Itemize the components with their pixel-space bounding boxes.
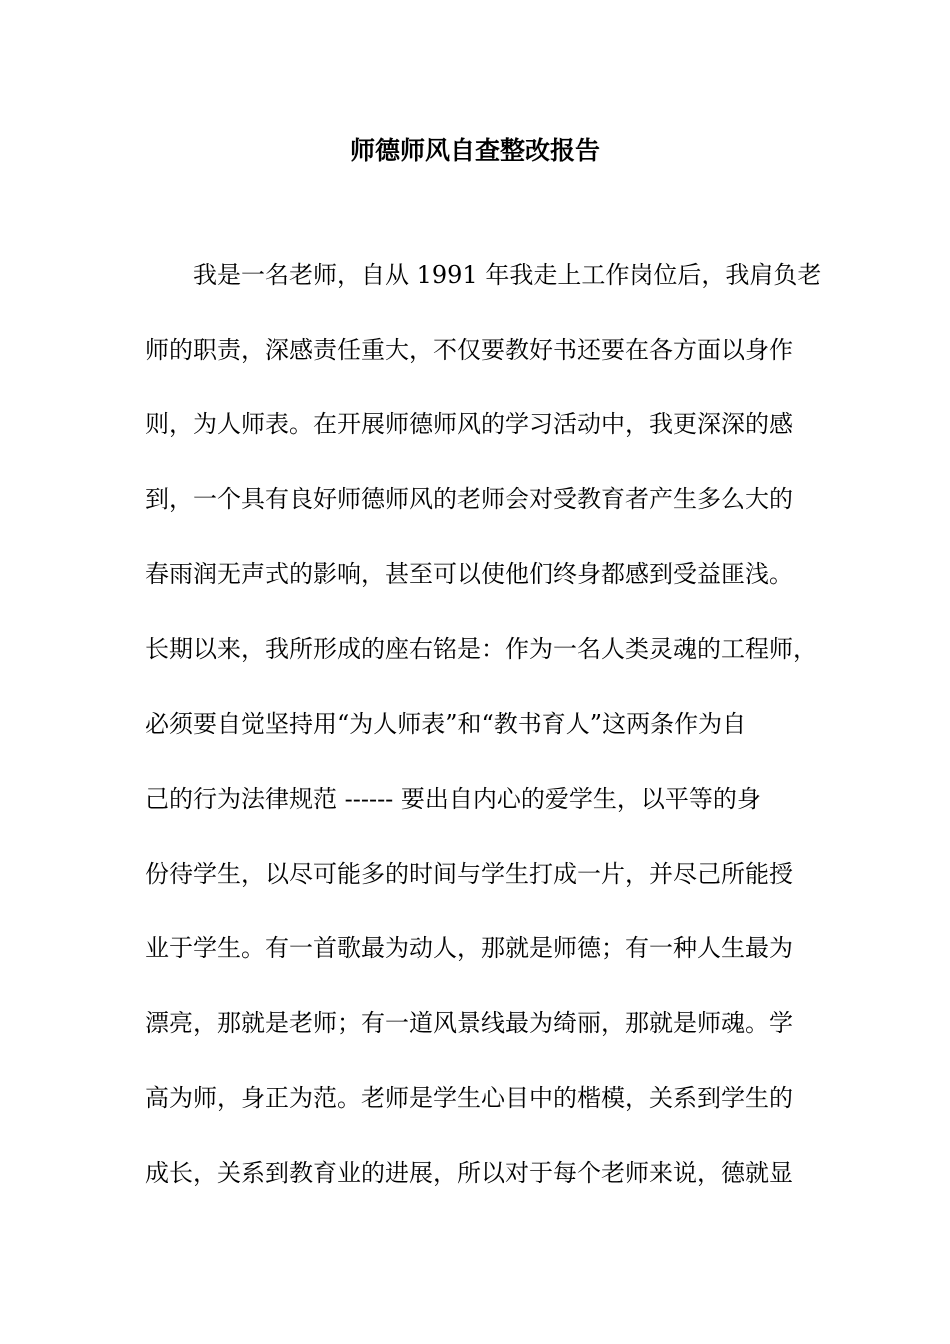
body-line-4: 到，一个具有良好师德师风的老师会对受教育者产生多么大的	[145, 485, 793, 513]
body-line-11: 漂亮，那就是老师；有一道风景线最为绮丽，那就是师魂。学	[145, 1009, 793, 1037]
body-line-6: 长期以来，我所形成的座右铭是：作为一名人类灵魂的工程师，	[145, 635, 817, 663]
body-line-7: 必须要自觉坚持用“为人师表”和“教书育人”这两条作为自	[145, 710, 747, 738]
body-line-12: 高为师，身正为范。老师是学生心目中的楷模，关系到学生的	[145, 1084, 793, 1112]
document-title: 师德师风自查整改报告	[349, 136, 600, 165]
body-line-5: 春雨润无声式的影响，甚至可以使他们终身都感到受益匪浅。	[145, 560, 793, 588]
body-line-9: 份待学生，以尽可能多的时间与学生打成一片，并尽己所能授	[145, 860, 793, 888]
body-line-1: 我是一名老师，自从 1991 年我走上工作岗位后，我肩负老	[193, 261, 822, 289]
body-line-13: 成长，关系到教育业的进展，所以对于每个老师来说，德就显	[145, 1159, 793, 1187]
body-line-2: 师的职责，深感责任重大，不仅要教好书还要在各方面以身作	[145, 336, 793, 364]
body-line-3: 则，为人师表。在开展师德师风的学习活动中，我更深深的感	[145, 410, 793, 438]
body-line-10: 业于学生。有一首歌最为动人，那就是师德；有一种人生最为	[145, 934, 793, 962]
body-line-8: 己的行为法律规范 ------ 要出自内心的爱学生，以平等的身	[145, 785, 761, 813]
